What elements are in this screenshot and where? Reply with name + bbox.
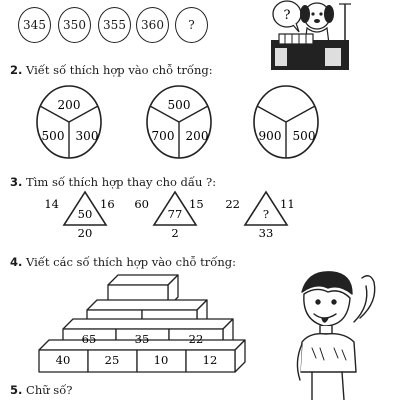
triangle-center-unknown[interactable]: ? — [262, 207, 270, 221]
pyramid-block-value: 35 — [134, 332, 150, 346]
triangle-bottom-value: 20 — [77, 226, 93, 240]
triangle-bottom-value: 33 — [258, 226, 274, 240]
triangle-center-value: 77 — [167, 207, 183, 221]
sequence-oval: 355 — [98, 7, 131, 43]
dog-piano-illustration — [265, 0, 355, 75]
pyramid-block-value: 40 — [55, 353, 71, 367]
triangle-right-value: 15 — [189, 197, 204, 211]
triangle-left-value: 22 — [225, 197, 240, 211]
sequence-oval: 350 — [58, 7, 91, 43]
triangle-right-value: 16 — [100, 197, 115, 211]
section-3-heading: 3. Tìm số thích hợp thay cho dấu ?: — [10, 175, 217, 189]
wheel-left-value: 500 — [41, 129, 65, 143]
number-triangle-3 — [225, 190, 295, 240]
triangle-right-value: 11 — [280, 197, 295, 211]
triangle-left-value: 14 — [44, 197, 59, 211]
wheel-left-value: 700 — [151, 129, 175, 143]
wheel-left-value: 900 — [258, 129, 282, 143]
wheel-right-value: 500 — [292, 129, 316, 143]
number-wheel-1 — [35, 84, 103, 160]
pyramid-block-value: 12 — [202, 353, 218, 367]
bubble-question-mark: ? — [283, 8, 291, 23]
section-4-heading: 4. Viết các số thích hợp vào chỗ trống: — [10, 255, 236, 269]
wheel-right-value: 200 — [185, 129, 209, 143]
number-pyramid — [30, 270, 255, 375]
wheel-right-value: 300 — [75, 129, 99, 143]
wheel-top-value: 200 — [57, 98, 81, 112]
sequence-answer-oval[interactable]: ? — [175, 7, 208, 43]
wheel-top-value: 500 — [167, 98, 191, 112]
triangle-bottom-value: 2 — [171, 226, 179, 240]
pyramid-block-value: 10 — [153, 353, 169, 367]
pyramid-block-value: 65 — [81, 332, 97, 346]
sequence-oval: 360 — [136, 7, 169, 43]
section-2-heading: 2. Viết số thích hợp vào chỗ trống: — [10, 63, 213, 77]
number-triangle-1 — [44, 190, 115, 240]
pyramid-block-value: 25 — [104, 353, 120, 367]
triangle-center-value: 50 — [77, 207, 93, 221]
number-triangle-2 — [134, 190, 204, 240]
triangle-left-value: 60 — [134, 197, 149, 211]
section-5-heading: 5. Chữ số? — [10, 383, 73, 397]
number-wheel-2 — [145, 84, 213, 160]
pyramid-block-value: 22 — [188, 332, 204, 346]
number-wheel-3 — [252, 84, 320, 160]
boy-illustration — [290, 262, 390, 400]
sequence-oval: 345 — [18, 7, 51, 43]
